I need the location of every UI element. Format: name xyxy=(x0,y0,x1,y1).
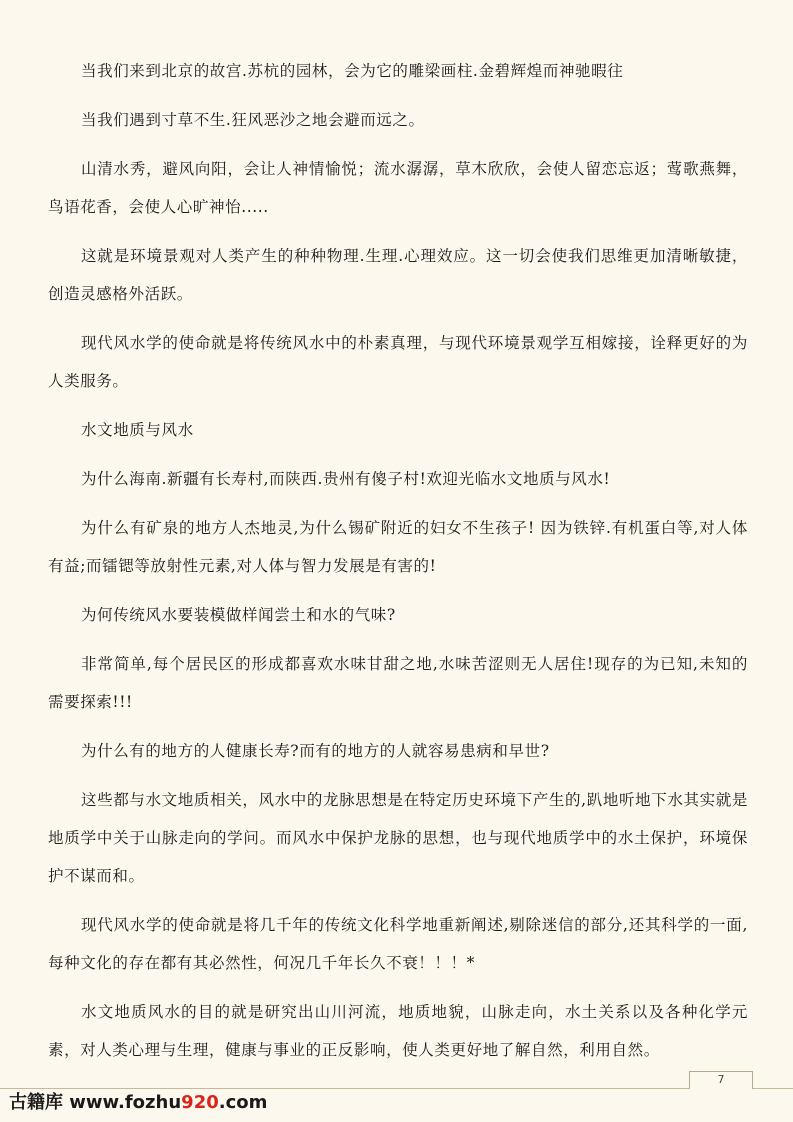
paragraph: 这就是环境景观对人类产生的种种物理.生理.心理效应。这一切会使我们思维更加清晰敏捷，创造灵感格外活跃。 xyxy=(48,247,748,303)
paragraph: 为什么有的地方的人健康长寿?而有的地方的人就容易患病和早世? xyxy=(81,742,550,760)
paragraph: 为什么有矿泉的地方人杰地灵,为什么锡矿附近的妇女不生孩子! 因为铁锌.有机蛋白等,对人体有益;而镭锶等放射性元素,对人体与智力发展是有害的! xyxy=(48,519,748,575)
paragraph: 现代风水学的使命就是将传统风水中的朴素真理，与现代环境景观学互相嫁接，诠释更好的为人类服务。 xyxy=(48,334,748,390)
watermark-url-prefix: www.fozhu xyxy=(69,1092,182,1113)
site-watermark[interactable] xyxy=(9,1090,267,1116)
watermark-url-number: 920 xyxy=(181,1092,219,1113)
paragraph: 山清水秀，避风向阳，会让人神情愉悦；流水潺潺，草木欣欣，会使人留恋忘返；莺歌燕舞，鸟语花香，会使人心旷神怡..... xyxy=(48,160,748,216)
paragraph: 当我们来到北京的故宫.苏杭的园林，会为它的雕梁画柱.金碧辉煌而神驰暇往 xyxy=(81,62,624,80)
paragraph: 水文地质风水的目的就是研究出山川河流，地质地貌，山脉走向，水土关系以及各种化学元素，对人类心理与生理，健康与事业的正反影响，使人类更好地了解自然，利用自然。 xyxy=(48,1003,748,1059)
paragraph: 非常简单,每个居民区的形成都喜欢水味甘甜之地,水味苦涩则无人居住!现存的为已知,未知的需要探索!!! xyxy=(48,655,748,711)
paragraph: 现代风水学的使命就是将几千年的传统文化科学地重新阐述,剔除迷信的部分,还其科学的一面,每种文化的存在都有其必然性，何况几千年长久不衰！！！* xyxy=(48,916,748,972)
paragraph: 当我们遇到寸草不生.狂风恶沙之地会避而远之。 xyxy=(81,111,425,129)
watermark-name: 古籍库 xyxy=(9,1092,63,1113)
watermark-url-suffix: .com xyxy=(218,1092,268,1113)
paragraph: 为什么海南.新疆有长寿村,而陕西.贵州有傻子村!欢迎光临水文地质与风水! xyxy=(81,470,611,488)
page-number: 7 xyxy=(689,1071,753,1089)
section-heading: 水文地质与风水 xyxy=(81,421,194,439)
paragraph: 这些都与水文地质相关，风水中的龙脉思想是在特定历史环境下产生的,趴地听地下水其实就是地质学中关于山脉走向的学问。而风水中保护龙脉的思想，也与现代地质学中的水土保护，环境保护不谋而和。 xyxy=(48,791,748,885)
footer-divider xyxy=(0,1088,793,1089)
paragraph: 为何传统风水要装模做样闻尝土和水的气味? xyxy=(81,606,396,624)
document-body xyxy=(48,52,748,1080)
